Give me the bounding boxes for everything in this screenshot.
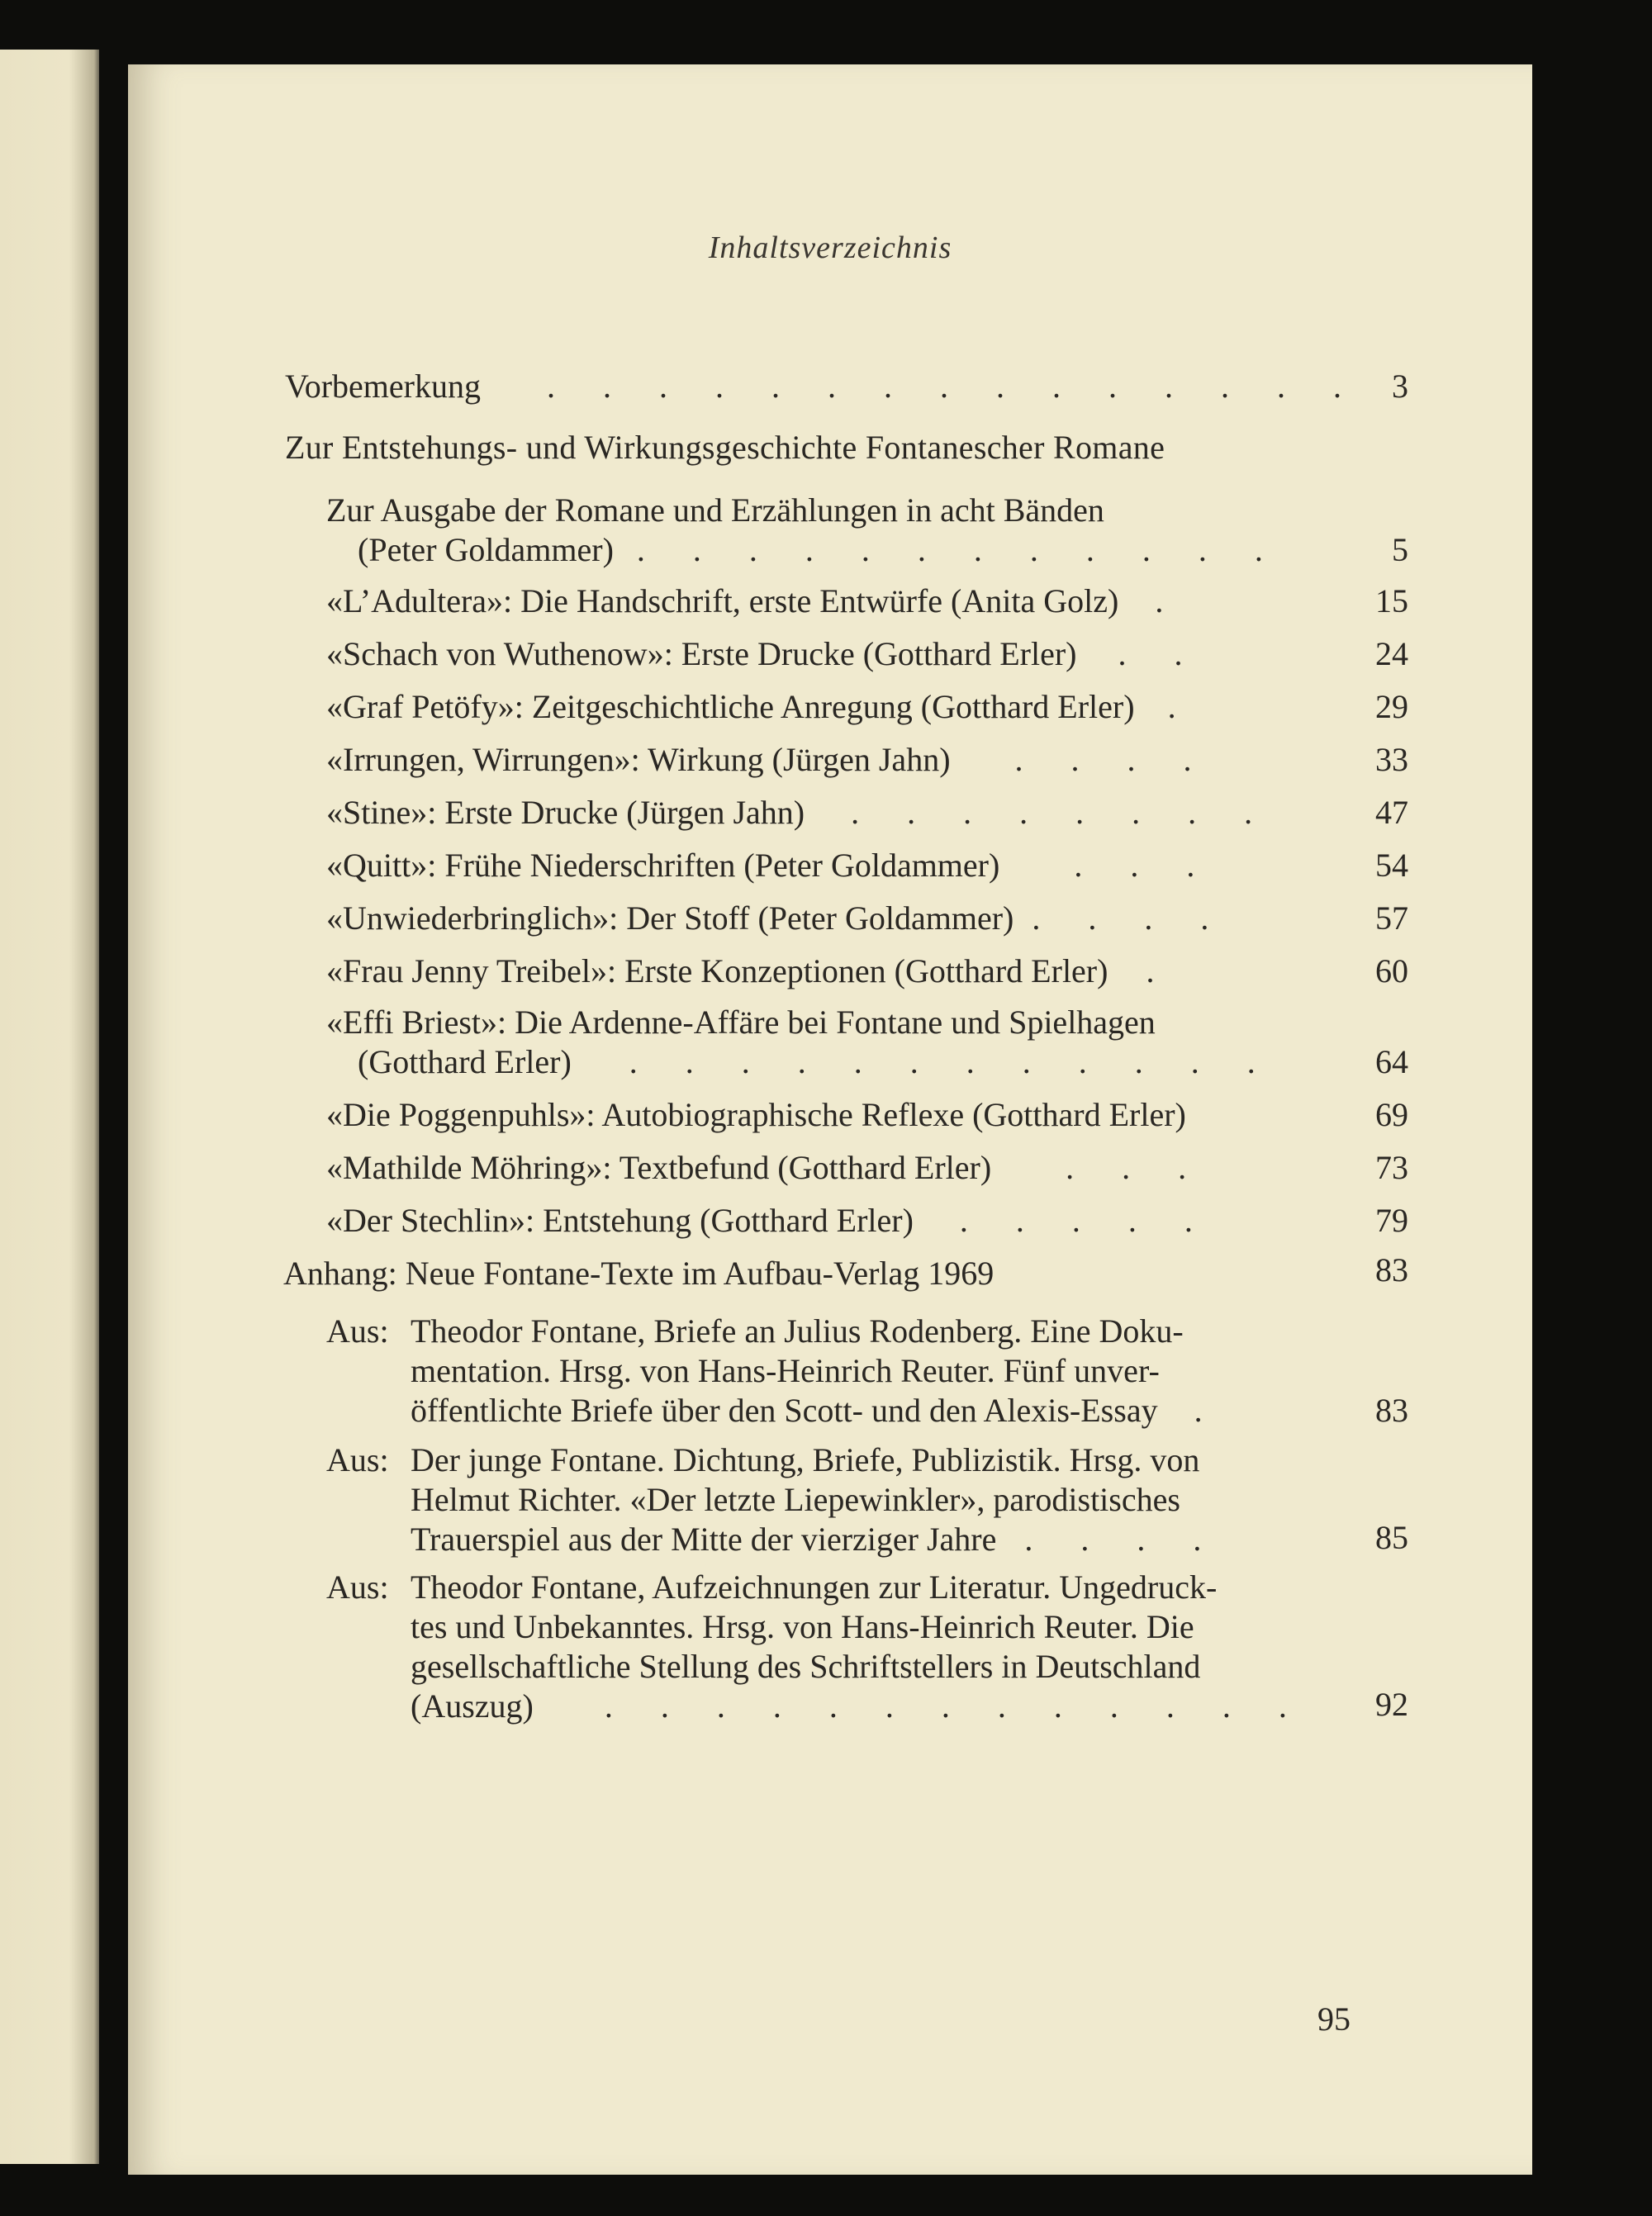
toc-entry (326, 846, 1214, 885)
toc-page-number: 3 (1392, 368, 1408, 405)
toc-entry (326, 1003, 1275, 1082)
leader-dots: . . (1118, 635, 1203, 672)
leader-dots: . . . . (1032, 899, 1229, 937)
toc-title-continued: (Auszug) (411, 1687, 534, 1725)
toc-page-number: 57 (1375, 899, 1408, 937)
toc-title: «Graf Petöfy»: Zeitgeschichtliche Anregung (Gotthard Erler) (326, 688, 1135, 725)
toc-title-continued: Helmut Richter. «Der letzte Liepewinkler», parodistisches (411, 1481, 1180, 1518)
toc-page-number: 83 (1375, 1392, 1408, 1429)
leader-dots: . . . (1066, 1149, 1207, 1186)
toc-entry (411, 1312, 1222, 1431)
page-number-folio: 95 (1317, 2000, 1351, 2038)
toc-entry (326, 1148, 1206, 1188)
toc-entry (326, 687, 1196, 727)
toc-page-number: 54 (1375, 847, 1408, 884)
toc-title: Zur Ausgabe der Romane und Erzählungen in acht Bänden (326, 491, 1104, 529)
toc-entry-aus-label: Aus: (326, 1441, 389, 1478)
toc-title-continued: Trauerspiel aus der Mitte der vierziger Jahre (411, 1521, 997, 1558)
leader-dots: . . . (1074, 847, 1215, 884)
toc-entry (326, 899, 1228, 938)
toc-page-number: 69 (1375, 1096, 1408, 1133)
toc-title: «Effi Briest»: Die Ardenne-Affäre bei Fontane und Spielhagen (326, 1004, 1156, 1041)
toc-entry-aus-label: Aus: (326, 1568, 389, 1606)
toc-title: «Mathilde Möhring»: Textbefund (Gotthard Erler) (326, 1149, 992, 1186)
leader-dots: . (1155, 582, 1184, 619)
toc-entry (326, 634, 1202, 674)
toc-title: «Schach von Wuthenow»: Erste Drucke (Gotthard Erler) (326, 635, 1077, 672)
page-heading: Inhaltsverzeichnis (708, 230, 952, 265)
toc-title: Theodor Fontane, Aufzeichnungen zur Literatur. Ungedruck- (411, 1568, 1218, 1606)
toc-title: Der junge Fontane. Dichtung, Briefe, Publizistik. Hrsg. von (411, 1441, 1200, 1478)
toc-title: «L’Adultera»: Die Handschrift, erste Entwürfe (Anita Golz) (326, 582, 1119, 619)
leader-dots: . . . . . . . . . . . . . . . (547, 368, 1361, 405)
toc-section-heading (285, 428, 1165, 467)
toc-entry-aus-label: Aus: (326, 1312, 389, 1350)
toc-page-number: 60 (1375, 952, 1408, 989)
toc-title: «Frau Jenny Treibel»: Erste Konzeptionen (Gotthard Erler) (326, 952, 1108, 989)
leader-dots: . . . . . . . . . . . . (629, 1043, 1275, 1080)
toc-page-number: 24 (1375, 635, 1408, 672)
leader-dots: . . . . . . . . . . . . . (604, 1687, 1307, 1725)
toc-entry-vorbemerkung (285, 367, 1361, 406)
toc-entry (326, 1201, 1213, 1241)
toc-page-number: 47 (1375, 794, 1408, 831)
leader-dots: . . . . . . . . (851, 794, 1273, 831)
book-page (128, 64, 1532, 2175)
toc-page-number: 79 (1375, 1202, 1408, 1239)
toc-entry (411, 1440, 1221, 1559)
toc-page-number: 85 (1375, 1519, 1408, 1556)
toc-entry (326, 793, 1272, 833)
toc-title-continued: öffentlichte Briefe über den Scott- und den Alexis-Essay (411, 1392, 1158, 1429)
toc-entry (326, 491, 1283, 570)
toc-title-continued: (Gotthard Erler) (358, 1043, 572, 1080)
toc-entry-anhang (283, 1254, 994, 1293)
toc-title: «Stine»: Erste Drucke (Jürgen Jahn) (326, 794, 805, 831)
toc-entry (411, 1568, 1307, 1726)
toc-entry (326, 1095, 1186, 1135)
toc-title: «Unwiederbringlich»: Der Stoff (Peter Goldammer) (326, 899, 1014, 937)
toc-title: «Der Stechlin»: Entstehung (Gotthard Erler) (326, 1202, 914, 1239)
leader-dots: . (1146, 952, 1175, 989)
leader-dots: . . . . (1014, 741, 1212, 778)
facing-page-edge (0, 50, 99, 2164)
toc-title-continued: gesellschaftliche Stellung des Schriftstellers in Deutschland (411, 1648, 1201, 1685)
leader-dots: . . . . . . . . . . . . (636, 531, 1283, 568)
toc-title-continued: (Peter Goldammer) (358, 531, 614, 568)
toc-page-number: 92 (1375, 1686, 1408, 1723)
toc-title: «Quitt»: Frühe Niederschriften (Peter Goldammer) (326, 847, 1000, 884)
toc-title-continued: mentation. Hrsg. von Hans-Heinrich Reuter. Fünf unver- (411, 1352, 1160, 1389)
toc-entry (326, 951, 1174, 991)
toc-title: Vorbemerkung (285, 368, 481, 405)
toc-page-number: 64 (1375, 1043, 1408, 1080)
toc-title-continued: tes und Unbekanntes. Hrsg. von Hans-Heinrich Reuter. Die (411, 1608, 1194, 1645)
toc-entry (326, 581, 1183, 621)
toc-entry (326, 740, 1212, 780)
toc-title: «Irrungen, Wirrungen»: Wirkung (Jürgen Jahn) (326, 741, 951, 778)
toc-title: «Die Poggenpuhls»: Autobiographische Reflexe (Gotthard Erler) (326, 1096, 1186, 1133)
leader-dots: . . . . (1024, 1521, 1222, 1558)
leader-dots: . . . . . (959, 1202, 1213, 1239)
leader-dots: . (1167, 688, 1196, 725)
toc-title: Anhang: Neue Fontane-Texte im Aufbau-Verlag 1969 (283, 1255, 995, 1292)
toc-page-number: 73 (1375, 1149, 1408, 1186)
toc-page-number: 5 (1392, 531, 1408, 568)
leader-dots: . (1194, 1392, 1222, 1429)
toc-title: Theodor Fontane, Briefe an Julius Rodenberg. Eine Doku- (411, 1312, 1184, 1350)
toc-page-number: 33 (1375, 741, 1408, 778)
toc-title: Zur Entstehungs- und Wirkungsgeschichte Fontanescher Romane (285, 429, 1165, 466)
toc-page-number: 15 (1375, 582, 1408, 619)
toc-page-number: 29 (1375, 688, 1408, 725)
toc-page-number: 83 (1375, 1251, 1408, 1288)
